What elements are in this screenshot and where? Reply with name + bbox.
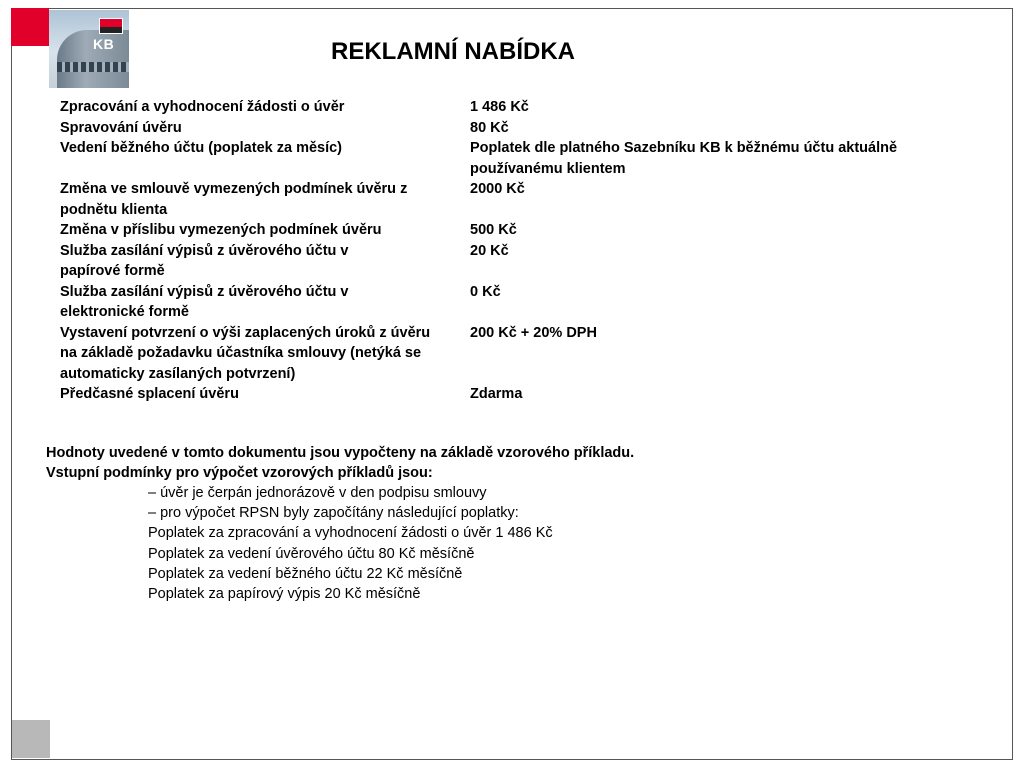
fee-label: Vystavení potvrzení o výši zaplacených úroků z úvěru na základě požadavku účastníka smlouvy (netýká se automaticky zasílaných potvrzení) — [60, 324, 431, 382]
list-item: Poplatek za vedení úvěrového účtu 80 Kč měsíčně — [148, 545, 475, 562]
building-windows — [57, 62, 129, 72]
fee-row — [60, 323, 990, 385]
fee-row — [60, 118, 990, 139]
fee-value: Zdarma — [470, 386, 523, 402]
list-item: – pro výpočet RPSN byly započítány následující poplatky: — [148, 505, 519, 522]
fee-table — [60, 97, 990, 405]
fee-row — [60, 384, 990, 405]
list-item: Poplatek za zpracování a vyhodnocení žádosti o úvěr 1 486 Kč — [148, 525, 553, 542]
kb-logo-text: KB — [93, 36, 115, 52]
fee-row — [60, 282, 990, 323]
fee-value: 0 Kč — [470, 283, 501, 300]
fee-label: Služba zasílání výpisů z úvěrového účtu v papírové formě — [60, 242, 349, 279]
kb-building-logo — [49, 10, 129, 88]
notes-block — [46, 443, 634, 483]
list-item: Poplatek za papírový výpis 20 Kč měsíčně — [148, 586, 421, 603]
fee-value: 80 Kč — [470, 119, 509, 136]
fee-value: Poplatek dle platného Sazebníku KB k běžnému účtu aktuálně používanému klientem — [470, 140, 898, 177]
list-item: – úvěr je čerpán jednorázově v den podpisu smlouvy — [148, 485, 487, 501]
red-corner-square — [11, 8, 49, 46]
page-title: REKLAMNÍ NABÍDKA — [331, 38, 575, 65]
fee-label: Zpracování a vyhodnocení žádosti o úvěr — [60, 99, 345, 115]
kb-logo-mark-icon — [99, 18, 123, 34]
gray-corner-square — [12, 720, 50, 758]
fee-value: 500 Kč — [470, 222, 517, 238]
fee-label: Změna v příslibu vymezených podmínek úvěru — [60, 222, 382, 238]
notes-line: Hodnoty uvedené v tomto dokumentu jsou vypočteny na základě vzorového příkladu. — [46, 445, 635, 461]
list-item: Poplatek za vedení běžného účtu 22 Kč měsíčně — [148, 565, 463, 582]
fee-value: 1 486 Kč — [470, 99, 529, 115]
fee-label: Předčasné splacení úvěru — [60, 386, 239, 402]
fee-label: Služba zasílání výpisů z úvěrového účtu v elektronické formě — [60, 283, 349, 320]
conditions-list — [148, 483, 553, 604]
notes-line: Vstupní podmínky pro výpočet vzorových příkladů jsou: — [46, 465, 433, 481]
fee-row — [60, 179, 990, 220]
fee-label: Spravování úvěru — [60, 119, 182, 136]
fee-label: Změna ve smlouvě vymezených podmínek úvěru z podnětu klienta — [60, 181, 408, 218]
fee-value: 2000 Kč — [470, 181, 525, 197]
fee-value: 20 Kč — [470, 242, 509, 259]
fee-row — [60, 241, 990, 282]
fee-value: 200 Kč + 20% DPH — [470, 324, 597, 341]
fee-row — [60, 97, 990, 118]
fee-label: Vedení běžného účtu (poplatek za měsíc) — [60, 140, 343, 156]
fee-row — [60, 220, 990, 241]
fee-row — [60, 138, 990, 179]
